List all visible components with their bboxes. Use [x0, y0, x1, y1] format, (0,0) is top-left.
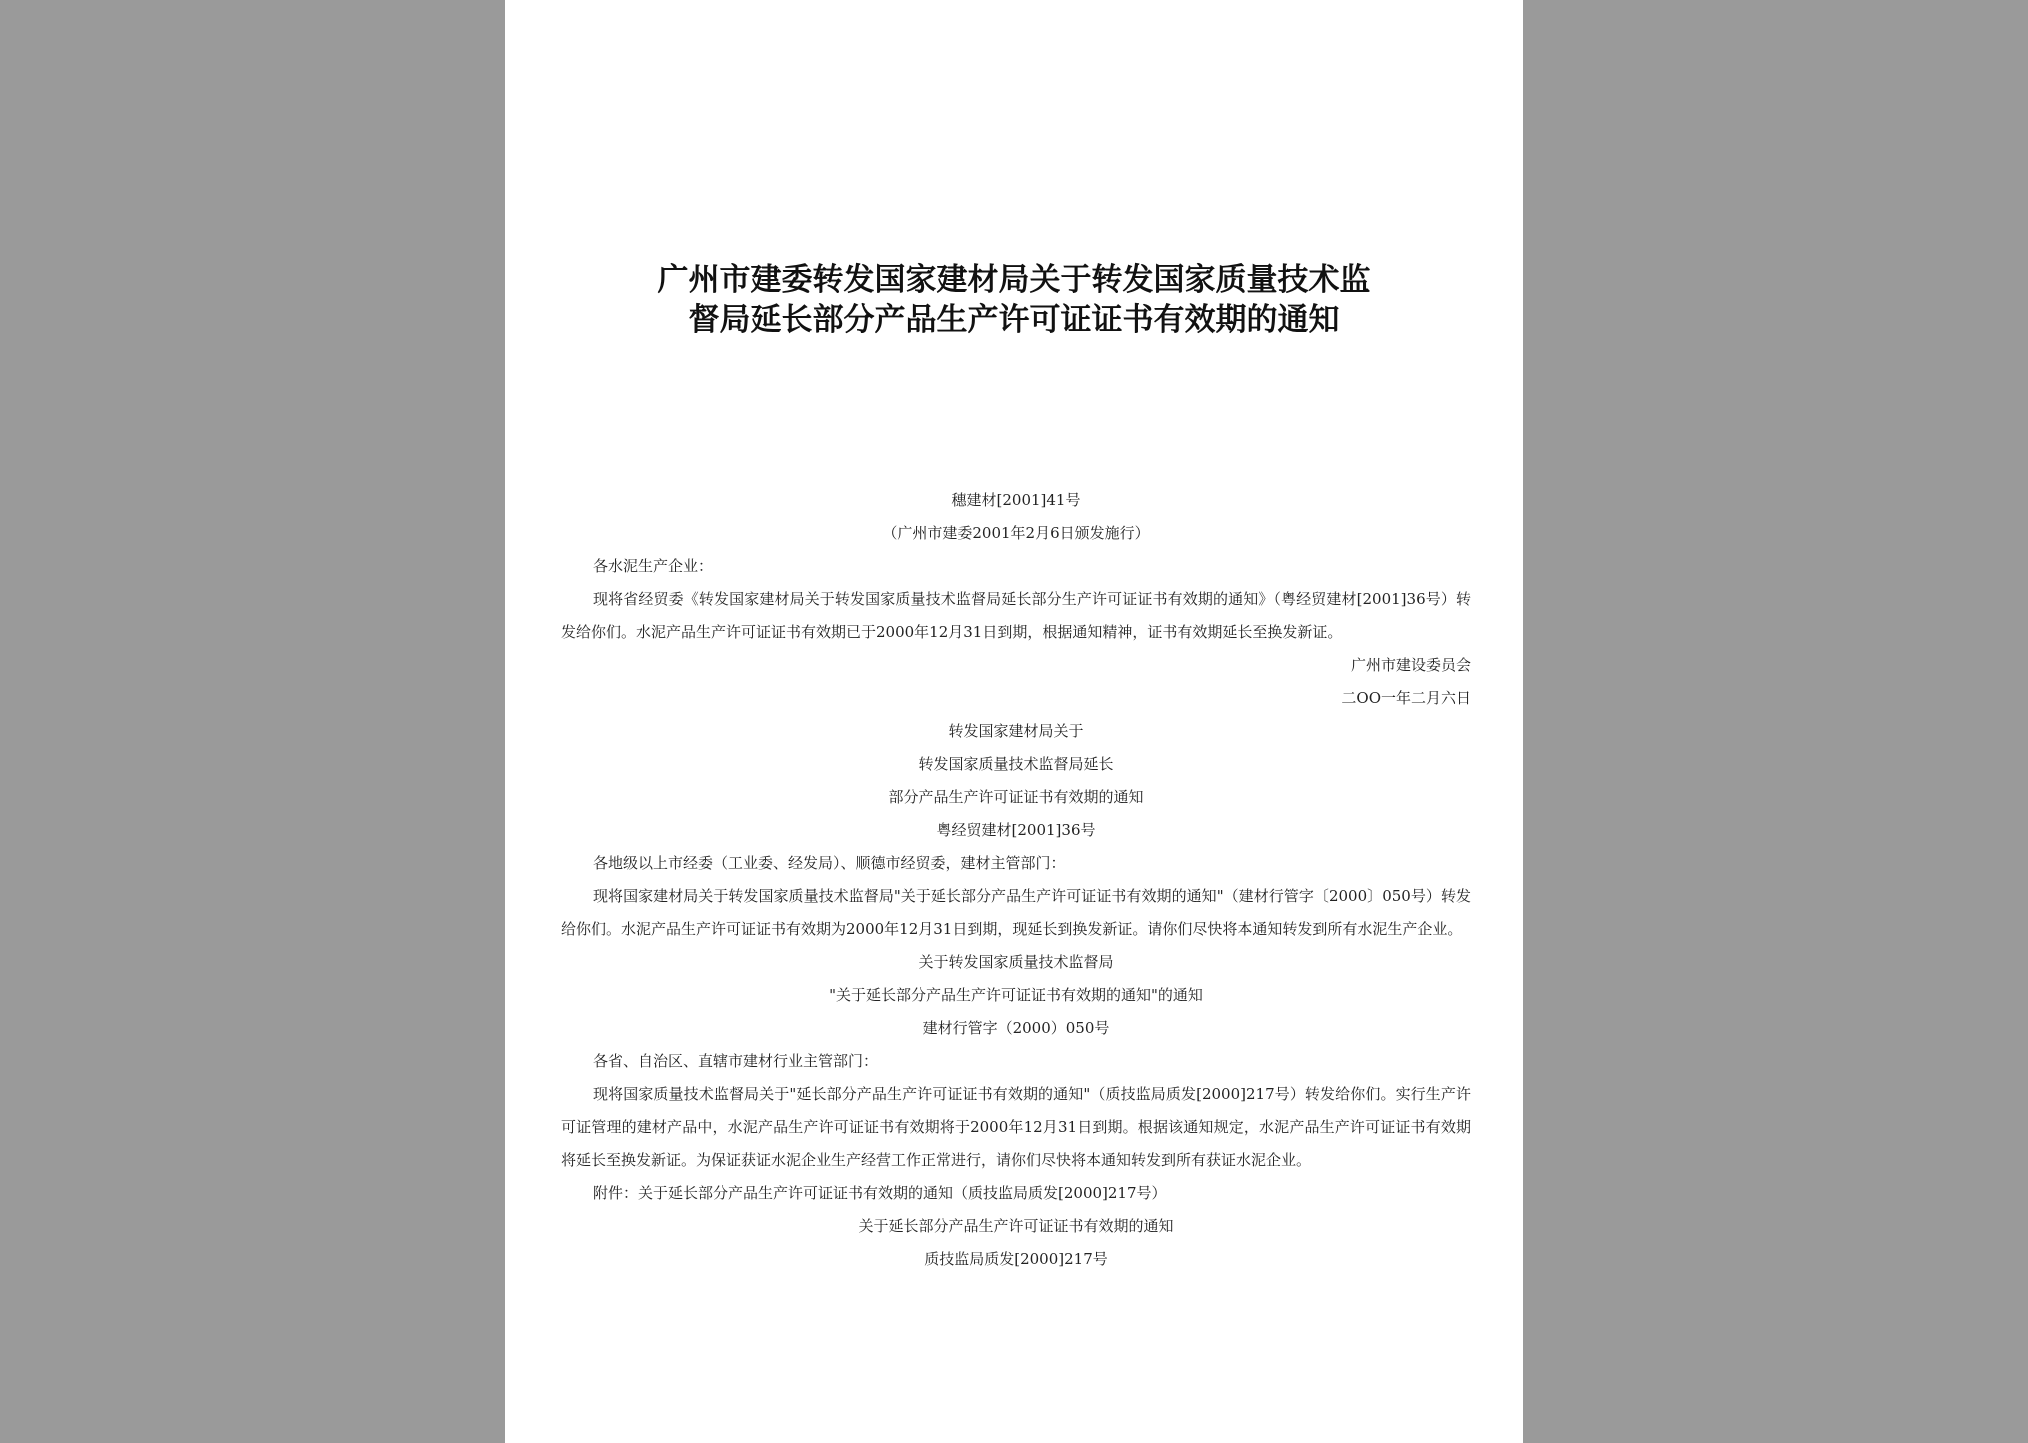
- section-title: 部分产品生产许可证证书有效期的通知: [888, 788, 1144, 806]
- section-title: 转发国家建材局关于: [948, 722, 1084, 740]
- title-line-2: 督局延长部分产品生产许可证证书有效期的通知: [688, 302, 1340, 338]
- document-title: [505, 260, 1523, 340]
- section-title: "关于延长部分产品生产许可证证书有效期的通知"的通知: [829, 986, 1203, 1004]
- issue-note: （广州市建委2001年2月6日颁发施行）: [882, 524, 1150, 542]
- signer: 广州市建设委员会: [1350, 656, 1471, 674]
- title-line-1: 广州市建委转发国家建材局关于转发国家质量技术监: [657, 262, 1371, 298]
- document-page: [505, 0, 1523, 1443]
- doc-number: 粤经贸建材[2001]36号: [936, 821, 1096, 839]
- addressee: 各地级以上市经委（工业委、经发局）、顺德市经贸委，建材主管部门：: [593, 854, 1066, 872]
- doc-number: 质技监局质发[2000]217号: [924, 1250, 1108, 1268]
- section-title: 关于转发国家质量技术监督局: [918, 953, 1114, 971]
- section-title: 转发国家质量技术监督局延长: [918, 755, 1114, 773]
- paragraph: 现将国家质量技术监督局关于"延长部分产品生产许可证证书有效期的通知"（质技监局质发[2000]217号）转发给你们。实行生产许可证管理的建材产品中，水泥产品生产许可证证书有效期将于2000年12月31日到期。根据该通知规定，水泥产品生产许可证证书有效期将延长至换发新证。为保证获证水泥企业生产经营工作正常进行，请你们尽快将本通知转发到所有获证水泥企业。: [561, 1085, 1471, 1169]
- document-body: [561, 484, 1471, 1276]
- addressee: 各水泥生产企业：: [593, 557, 714, 575]
- attachment-note: 附件：关于延长部分产品生产许可证证书有效期的通知（质技监局质发[2000]217号）: [593, 1184, 1167, 1202]
- doc-number: 建材行管字（2000）050号: [922, 1019, 1110, 1037]
- paragraph: 现将国家建材局关于转发国家质量技术监督局"关于延长部分产品生产许可证证书有效期的通知"（建材行管字〔2000〕050号）转发给你们。水泥产品生产许可证证书有效期为2000年12月31日到期，现延长到换发新证。请你们尽快将本通知转发到所有水泥生产企业。: [561, 887, 1471, 938]
- signing-date: 二OO一年二月六日: [1341, 689, 1471, 707]
- doc-number: 穗建材[2001]41号: [951, 491, 1081, 509]
- addressee: 各省、自治区、直辖市建材行业主管部门：: [593, 1052, 879, 1070]
- section-title: 关于延长部分产品生产许可证证书有效期的通知: [858, 1217, 1174, 1235]
- paragraph: 现将省经贸委《转发国家建材局关于转发国家质量技术监督局延长部分生产许可证证书有效期的通知》（粤经贸建材[2001]36号）转发给你们。水泥产品生产许可证证书有效期已于2000年12月31日到期，根据通知精神，证书有效期延长至换发新证。: [561, 590, 1471, 641]
